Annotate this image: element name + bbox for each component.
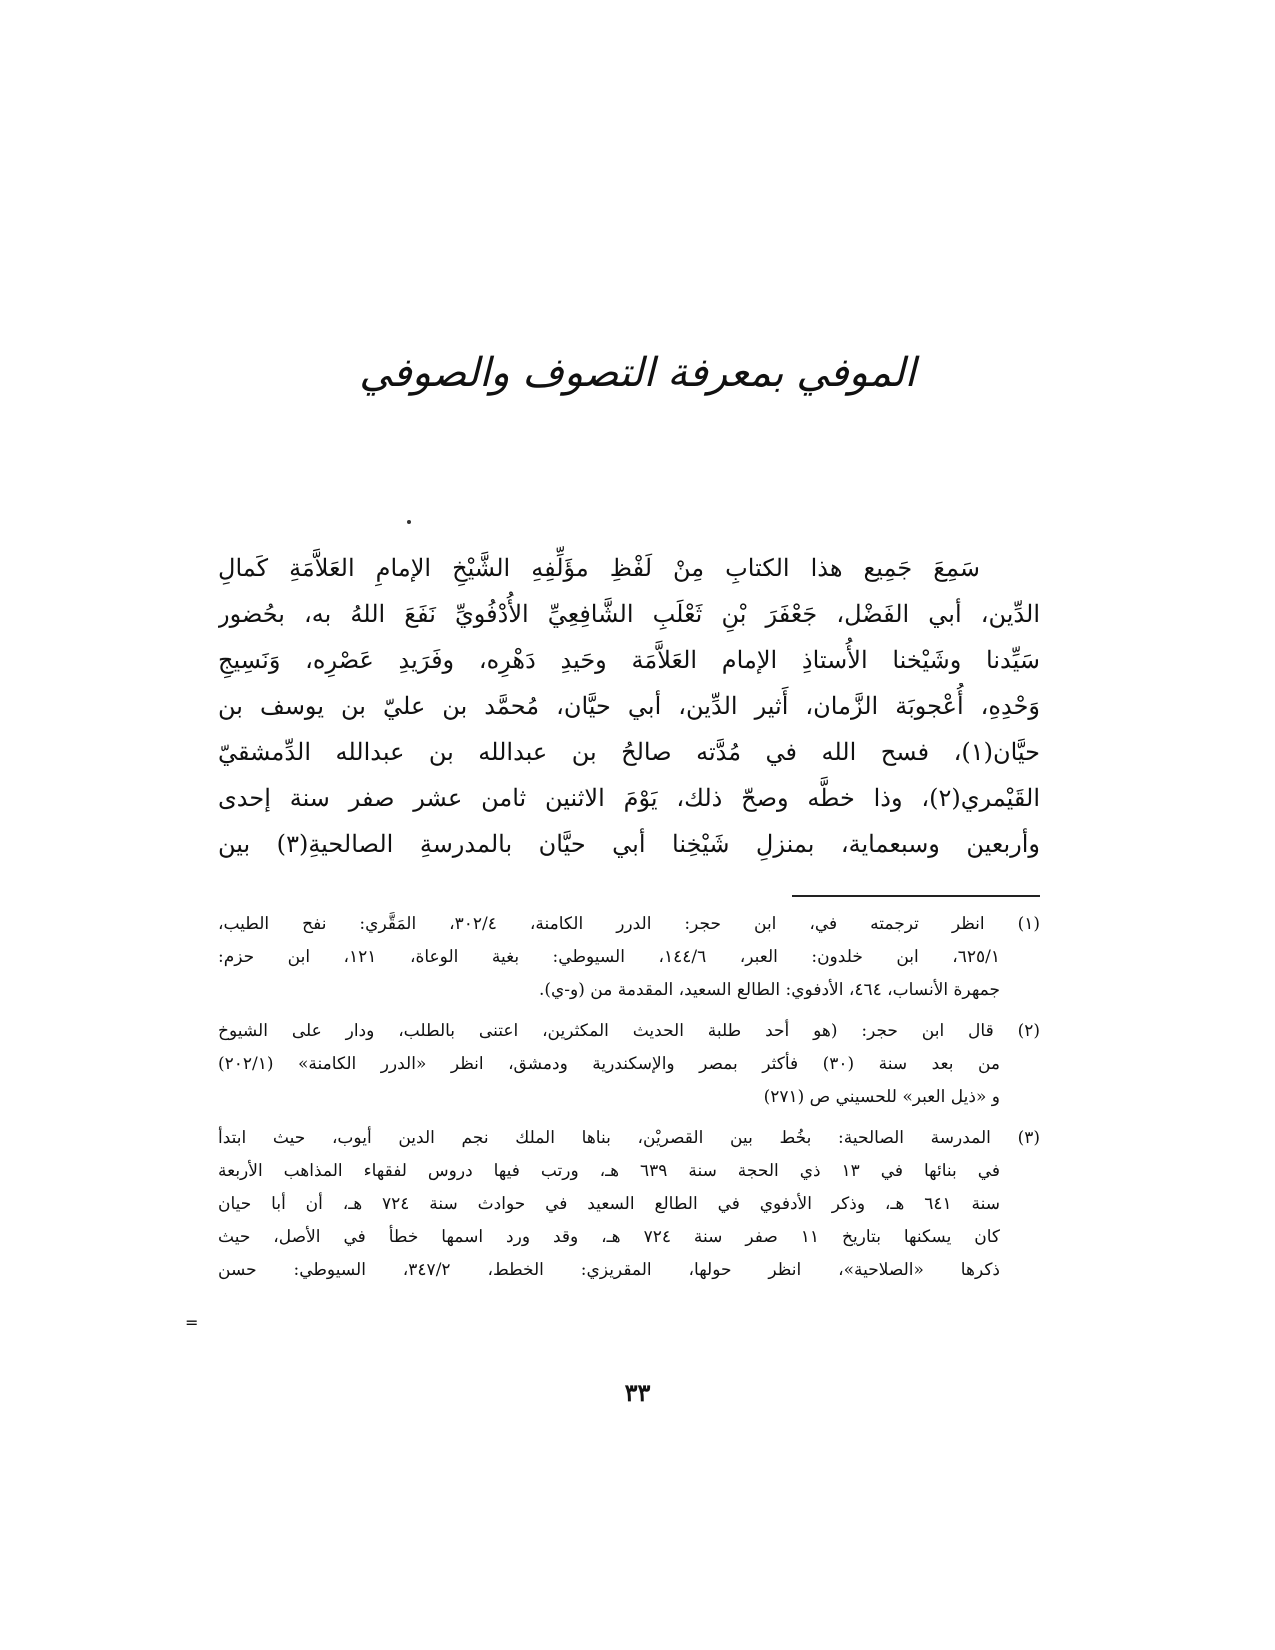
footnote-line: ٦٢٥/١، ابن خلدون: العبر، ١٤٤/٦، السيوطي: بغية الوعاة، ١٢١، ابن حزم: — [218, 947, 1000, 967]
footnotes — [218, 908, 1040, 1295]
continuation-mark: = — [185, 1313, 199, 1332]
footnote-line: (٣) المدرسة الصالحية: بخُط بين القصريْن، بناها الملك نجم الدين أيوب، حيث ابتدأ — [218, 1128, 1040, 1148]
footnote-line: ذكرها «الصلاحية»، انظر حولها، المقريزي: الخطط، ٣٤٧/٢، السيوطي: حسن — [218, 1260, 1000, 1280]
body-line: سَيِّدنا وشَيْخنا الأُستاذِ الإمام العَلاَّمَة وحَيدِ دَهْرِه، وفَرَيدِ عَصْرِه، وَنَسِيجِ — [218, 646, 1040, 674]
body-line: وَحْدِهِ، أُعْجوبَة الزَّمان، أَثير الدِّين، أبي حيَّان، مُحمَّد بن عليّ بن يوسف بن — [218, 692, 1040, 720]
body-line: حيَّان(١)، فسح الله في مُدَّته صالحُ بن عبدالله بن عبدالله الدِّمشقيّ — [218, 738, 1040, 766]
footnote-line: سنة ٦٤١ هـ، وذكر الأدفوي في الطالع السعيد في حوادث سنة ٧٢٤ هـ، أن أبا حيان — [218, 1194, 1000, 1214]
body-line: القَيْمري(٢)، وذا خطَّه وصحّ ذلك، يَوْمَ الاثنين ثامن عشر صفر سنة إحدى — [218, 784, 1040, 812]
page-number: ٣٣ — [624, 1378, 651, 1407]
footnote-line: (١) انظر ترجمته في، ابن حجر: الدرر الكامنة، ٣٠٢/٤، المَقَّري: نفح الطيب، — [218, 914, 1040, 934]
stray-dot — [407, 520, 411, 524]
footnote-line: جمهرة الأنساب، ٤٦٤، الأدفوي: الطالع السعيد، المقدمة من (و-ي). — [538, 980, 1000, 1000]
footnote-1 — [218, 908, 1040, 1007]
body-line: سَمِعَ جَمِيع هذا الكتابِ مِنْ لَفْظِ مؤَلِّفِهِ الشَّيْخِ الإمامِ العَلاَّمَةِ كَمالِ — [218, 554, 980, 582]
footnote-3 — [218, 1122, 1040, 1287]
footnote-line: من بعد سنة (٣٠) فأكثر بمصر والإسكندرية ودمشق، انظر «الدرر الكامنة» (٢٠٢/١) — [218, 1054, 1000, 1074]
body-line: وأربعين وسبعماية، بمنزلِ شَيْخِنا أبي حيَّان بالمدرسةِ الصالحيةِ(٣) بين — [218, 830, 1040, 858]
footnote-line: في بنائها في ١٣ ذي الحجة سنة ٦٣٩ هـ، ورتب فيها دروس لفقهاء المذاهب الأربعة — [218, 1161, 1000, 1181]
footnote-line: (٢) قال ابن حجر: (هو أحد طلبة الحديث المكثرين، اعتنى بالطلب، ودار على الشيوخ — [218, 1021, 1040, 1041]
footnote-divider — [792, 895, 1040, 897]
footnote-line: و «ذيل العبر» للحسيني ص (٢٧١) — [763, 1087, 1000, 1107]
footnote-2 — [218, 1015, 1040, 1114]
body-line: الدِّين، أبي الفَضْل، جَعْفَرَ بْنِ ثَعْلَبِ الشَّافِعِيِّ الأُدْفُويِّ نَفَعَ اللهُ به، بحُضور — [218, 600, 1040, 628]
body-text — [218, 545, 1040, 867]
page-title: الموفي بمعرفة التصوف والصوفي — [359, 350, 916, 396]
footnote-line: كان يسكنها بتاريخ ١١ صفر سنة ٧٢٤ هـ، وقد ورد اسمها خطأ في الأصل، حيث — [218, 1227, 1001, 1247]
